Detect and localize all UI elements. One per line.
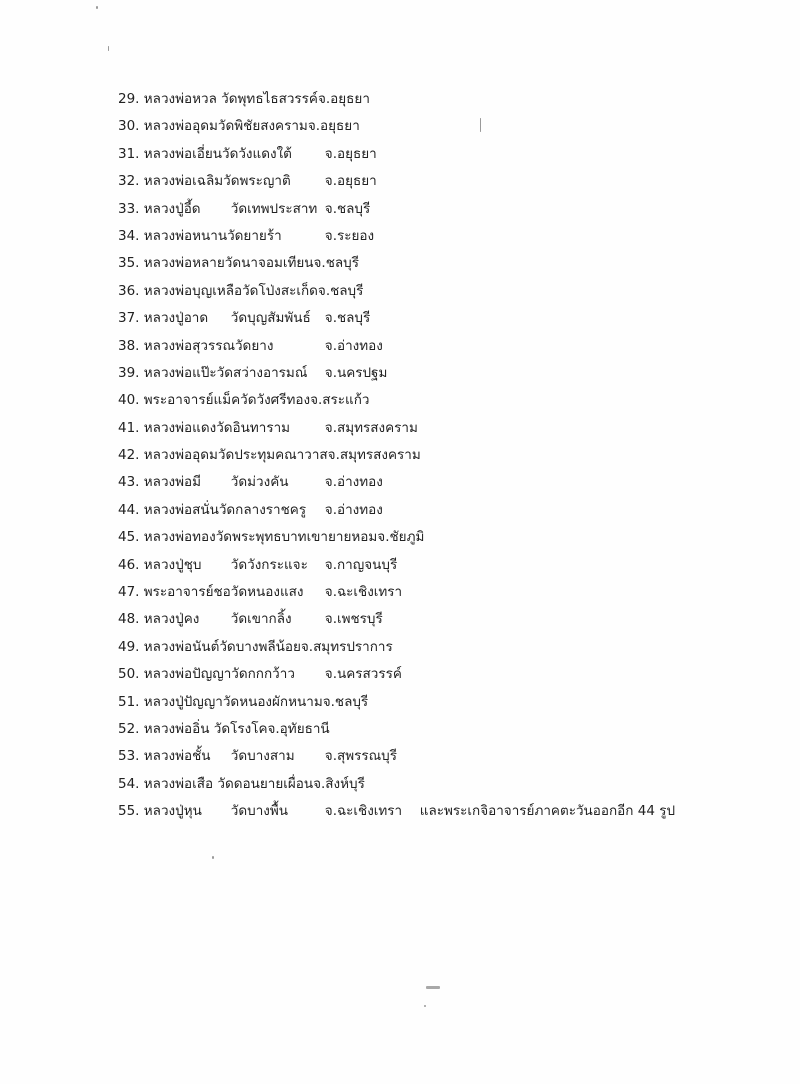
item-number: 30. bbox=[118, 118, 140, 135]
list-item bbox=[118, 524, 675, 551]
item-number: 46. bbox=[118, 556, 140, 573]
item-number: 49. bbox=[118, 638, 140, 655]
list-item bbox=[118, 86, 675, 113]
item-number: 55. bbox=[118, 803, 140, 820]
item-name: พระอาจารย์แม็ควัดวังศรีทองจ.สระแก้ว bbox=[143, 392, 370, 409]
list-item bbox=[118, 415, 675, 442]
list-item bbox=[118, 771, 675, 798]
item-province: จ.อ่างทอง bbox=[324, 501, 383, 518]
list-item bbox=[118, 305, 675, 332]
item-number: 40. bbox=[118, 392, 140, 409]
list-item bbox=[118, 168, 675, 195]
scan-speck bbox=[426, 986, 440, 989]
item-province: จ.กาญจนบุรี bbox=[324, 556, 398, 573]
item-name: หลวงปู่ชุบ bbox=[143, 556, 202, 573]
item-number: 45. bbox=[118, 529, 140, 546]
item-number: 39. bbox=[118, 364, 140, 381]
item-number: 35. bbox=[118, 255, 140, 272]
item-note: และพระเกจิอาจารย์ภาคตะวันออกอีก 44 รูป bbox=[419, 803, 676, 820]
monk-list bbox=[118, 86, 675, 826]
item-number: 32. bbox=[118, 173, 140, 190]
list-item bbox=[118, 250, 675, 277]
item-name: หลวงพ่อปัญญาวัดกกกว้าว bbox=[143, 666, 295, 683]
item-temple: วัดม่วงคัน bbox=[230, 474, 289, 491]
list-item bbox=[118, 661, 675, 688]
item-number: 42. bbox=[118, 447, 140, 464]
item-name: หลวงพ่อทองวัดพระพุทธบาทเขายายหอมจ.ชัยภูมิ bbox=[143, 529, 425, 546]
list-item bbox=[118, 442, 675, 469]
item-temple: วัดบางสาม bbox=[230, 748, 295, 765]
list-item bbox=[118, 579, 675, 606]
list-item bbox=[118, 689, 675, 716]
item-name: หลวงพ่อแป๊ะวัดสว่างอารมณ์ bbox=[143, 364, 308, 381]
item-province: จ.ชลบุรี bbox=[324, 200, 371, 217]
list-item bbox=[118, 278, 675, 305]
item-province: จ.นครปฐม bbox=[324, 364, 388, 381]
item-number: 48. bbox=[118, 611, 140, 628]
list-item bbox=[118, 497, 675, 524]
item-name: หลวงพ่อหนานวัดยายร้า bbox=[143, 227, 282, 244]
list-item bbox=[118, 141, 675, 168]
list-item bbox=[118, 223, 675, 250]
item-name: หลวงพ่อเสือ วัดดอนยายเผื่อนจ.สิงห์บุรี bbox=[143, 775, 365, 792]
item-name: หลวงปู่หุน bbox=[143, 803, 202, 820]
item-temple: วัดบุญสัมพันธ์ bbox=[230, 310, 311, 327]
item-name: หลวงพ่อนันต์วัดบางพลีน้อยจ.สมุทรปราการ bbox=[143, 638, 393, 655]
list-item bbox=[118, 743, 675, 770]
item-number: 36. bbox=[118, 282, 140, 299]
list-item bbox=[118, 798, 675, 825]
list-item bbox=[118, 552, 675, 579]
item-name: พระอาจารย์ชอวัดหนองแสง bbox=[143, 584, 304, 601]
item-province: จ.ฉะเชิงเทรา bbox=[324, 803, 403, 820]
item-number: 53. bbox=[118, 748, 140, 765]
list-item bbox=[118, 196, 675, 223]
list-item bbox=[118, 716, 675, 743]
list-item bbox=[118, 333, 675, 360]
item-number: 37. bbox=[118, 310, 140, 327]
item-name: หลวงพ่อสนั่นวัดกลางราชครู bbox=[143, 501, 307, 518]
item-name: หลวงพ่อชั้น bbox=[143, 748, 211, 765]
item-number: 38. bbox=[118, 337, 140, 354]
scan-speck bbox=[424, 1005, 426, 1007]
item-name: หลวงพ่ออุดมวัดพิชัยสงครามจ.อยุธยา bbox=[143, 118, 360, 135]
item-name: หลวงปู่อี้ด bbox=[143, 200, 201, 217]
item-province: จ.สมุทรสงคราม bbox=[324, 419, 418, 436]
item-number: 47. bbox=[118, 584, 140, 601]
item-temple: วัดวังกระแจะ bbox=[230, 556, 308, 573]
scan-speck bbox=[480, 118, 481, 132]
item-number: 34. bbox=[118, 227, 140, 244]
item-name: หลวงพ่อแดงวัดอินทาราม bbox=[143, 419, 291, 436]
item-name: หลวงพ่อบุญเหลือวัดโป่งสะเก็ดจ.ชลบุรี bbox=[143, 282, 364, 299]
item-province: จ.อ่างทอง bbox=[324, 474, 383, 491]
list-item bbox=[118, 387, 675, 414]
item-name: หลวงพ่อเฉลิมวัดพระญาติ bbox=[143, 173, 291, 190]
item-temple: วัดบางพื้น bbox=[230, 803, 288, 820]
item-number: 44. bbox=[118, 501, 140, 518]
scan-speck bbox=[96, 6, 98, 9]
list-item bbox=[118, 360, 675, 387]
item-province: จ.อ่างทอง bbox=[324, 337, 383, 354]
item-province: จ.ชลบุรี bbox=[324, 310, 371, 327]
item-province: จ.สุพรรณบุรี bbox=[324, 748, 397, 765]
item-name: หลวงพ่อมี bbox=[143, 474, 202, 491]
list-item bbox=[118, 469, 675, 496]
item-name: หลวงพ่อสุวรรณวัดยาง bbox=[143, 337, 274, 354]
list-item bbox=[118, 606, 675, 633]
item-name: หลวงพ่ออุดมวัดประทุมคณาวาสจ.สมุทรสงคราม bbox=[143, 447, 421, 464]
item-number: 52. bbox=[118, 720, 140, 737]
list-item bbox=[118, 634, 675, 661]
item-name: หลวงพ่ออิ่น วัดโรงโคจ.อุทัยธานี bbox=[143, 720, 330, 737]
item-name: หลวงพ่อหลายวัดนาจอมเทียนจ.ชลบุรี bbox=[143, 255, 359, 272]
item-province: จ.นครสวรรค์ bbox=[324, 666, 402, 683]
item-name: หลวงพ่อเอี่ยนวัดวังแดงใต้ bbox=[143, 145, 292, 162]
item-number: 31. bbox=[118, 145, 140, 162]
item-number: 43. bbox=[118, 474, 140, 491]
item-province: จ.เพชรบุรี bbox=[324, 611, 383, 628]
item-name: หลวงปู่ปัญญาวัดหนองผักหนามจ.ชลบุรี bbox=[143, 693, 369, 710]
item-province: จ.อยุธยา bbox=[324, 173, 377, 190]
item-name: หลวงพ่อหวล วัดพุทธไธสวรรค์จ.อยุธยา bbox=[143, 91, 370, 107]
item-name: หลวงปู่คง bbox=[143, 611, 200, 628]
item-number: 41. bbox=[118, 419, 140, 436]
item-number: 50. bbox=[118, 666, 140, 683]
item-province: จ.อยุธยา bbox=[324, 145, 377, 162]
item-number: 33. bbox=[118, 200, 140, 217]
item-province: จ.ฉะเชิงเทรา bbox=[324, 584, 403, 601]
scan-speck bbox=[212, 856, 214, 859]
scan-speck bbox=[108, 46, 109, 51]
item-province: จ.ระยอง bbox=[324, 227, 375, 244]
item-number: 51. bbox=[118, 693, 140, 710]
item-number: 29. bbox=[118, 91, 140, 107]
list-item bbox=[118, 113, 675, 140]
item-name: หลวงปู่อาด bbox=[143, 310, 209, 327]
item-number: 54. bbox=[118, 775, 140, 792]
item-temple: วัดเขากลิ้ง bbox=[230, 611, 292, 628]
item-temple: วัดเทพประสาท bbox=[230, 200, 318, 217]
